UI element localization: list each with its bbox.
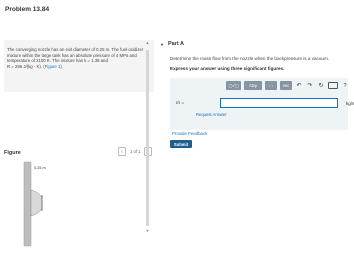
prev-figure-button[interactable]	[118, 147, 126, 156]
figure-label: Figure	[4, 150, 21, 156]
part-a-header[interactable]	[160, 41, 184, 47]
answer-row	[176, 98, 354, 108]
part-a-instruction: Determine the mass flow from the nozzle when the backpressure is a vacuum.	[170, 56, 330, 61]
request-answer-link[interactable]: Request Answer	[196, 112, 227, 117]
vector-button[interactable]: vec	[280, 81, 292, 90]
keyboard-icon[interactable]	[328, 82, 338, 89]
nozzle-figure	[22, 160, 74, 248]
redo-icon[interactable]: ↷	[307, 83, 313, 89]
problem-line-1: The converging nozzle has an exit diameter of 0.25 m. The fuel-oxidizer	[7, 47, 144, 52]
nozzle-diagram	[22, 160, 74, 248]
right-panel	[158, 0, 354, 233]
unit-label: kg/s	[346, 100, 354, 106]
problem-line-4: R = 296 J/(kg · K).	[7, 63, 42, 69]
greek-symbols-button[interactable]: AΣφ	[244, 81, 262, 90]
problem-line-3: temperature of 2100 K. The mixture has k = 1.38 and	[7, 58, 108, 64]
undo-icon[interactable]: ↶	[296, 83, 302, 89]
help-icon[interactable]: ?	[343, 82, 347, 89]
part-a-precision-note: Express your answer using three significant figures.	[170, 66, 285, 71]
templates-button[interactable]: ▢√▢	[226, 81, 241, 90]
submit-button[interactable]: Submit	[170, 140, 192, 148]
scroll-track[interactable]	[146, 50, 149, 226]
answer-input[interactable]	[220, 98, 338, 108]
scroll-down-icon[interactable]: ▼	[145, 228, 150, 233]
answer-box	[170, 78, 354, 130]
figure-scrollbar[interactable]	[145, 40, 150, 233]
provide-feedback-link[interactable]: Provide Feedback	[172, 131, 208, 136]
problem-statement	[7, 47, 153, 69]
problem-line-2: mixture within the large tank has an absolute pressure of 4 MPa and	[7, 52, 137, 58]
chevron-left-icon: ‹	[121, 148, 123, 155]
math-toolbar	[226, 81, 349, 90]
subscript-button[interactable]: ↓↑	[265, 81, 277, 90]
collapse-caret-icon[interactable]: ▼	[160, 41, 164, 47]
problem-statement-box	[4, 40, 154, 92]
figure-link[interactable]: (Figure 1)	[43, 63, 62, 69]
reset-icon[interactable]: ↻	[318, 83, 324, 89]
figure-page-count: 1 of 1	[130, 149, 141, 154]
nozzle-diameter-label: 0.25 m	[34, 166, 46, 170]
problem-title: Problem 13.84	[5, 6, 50, 13]
part-a-label: Part A	[167, 41, 184, 47]
scroll-up-icon[interactable]: ▲	[145, 40, 150, 45]
left-panel	[0, 38, 156, 233]
mass-flow-label: ṁ =	[176, 100, 185, 106]
